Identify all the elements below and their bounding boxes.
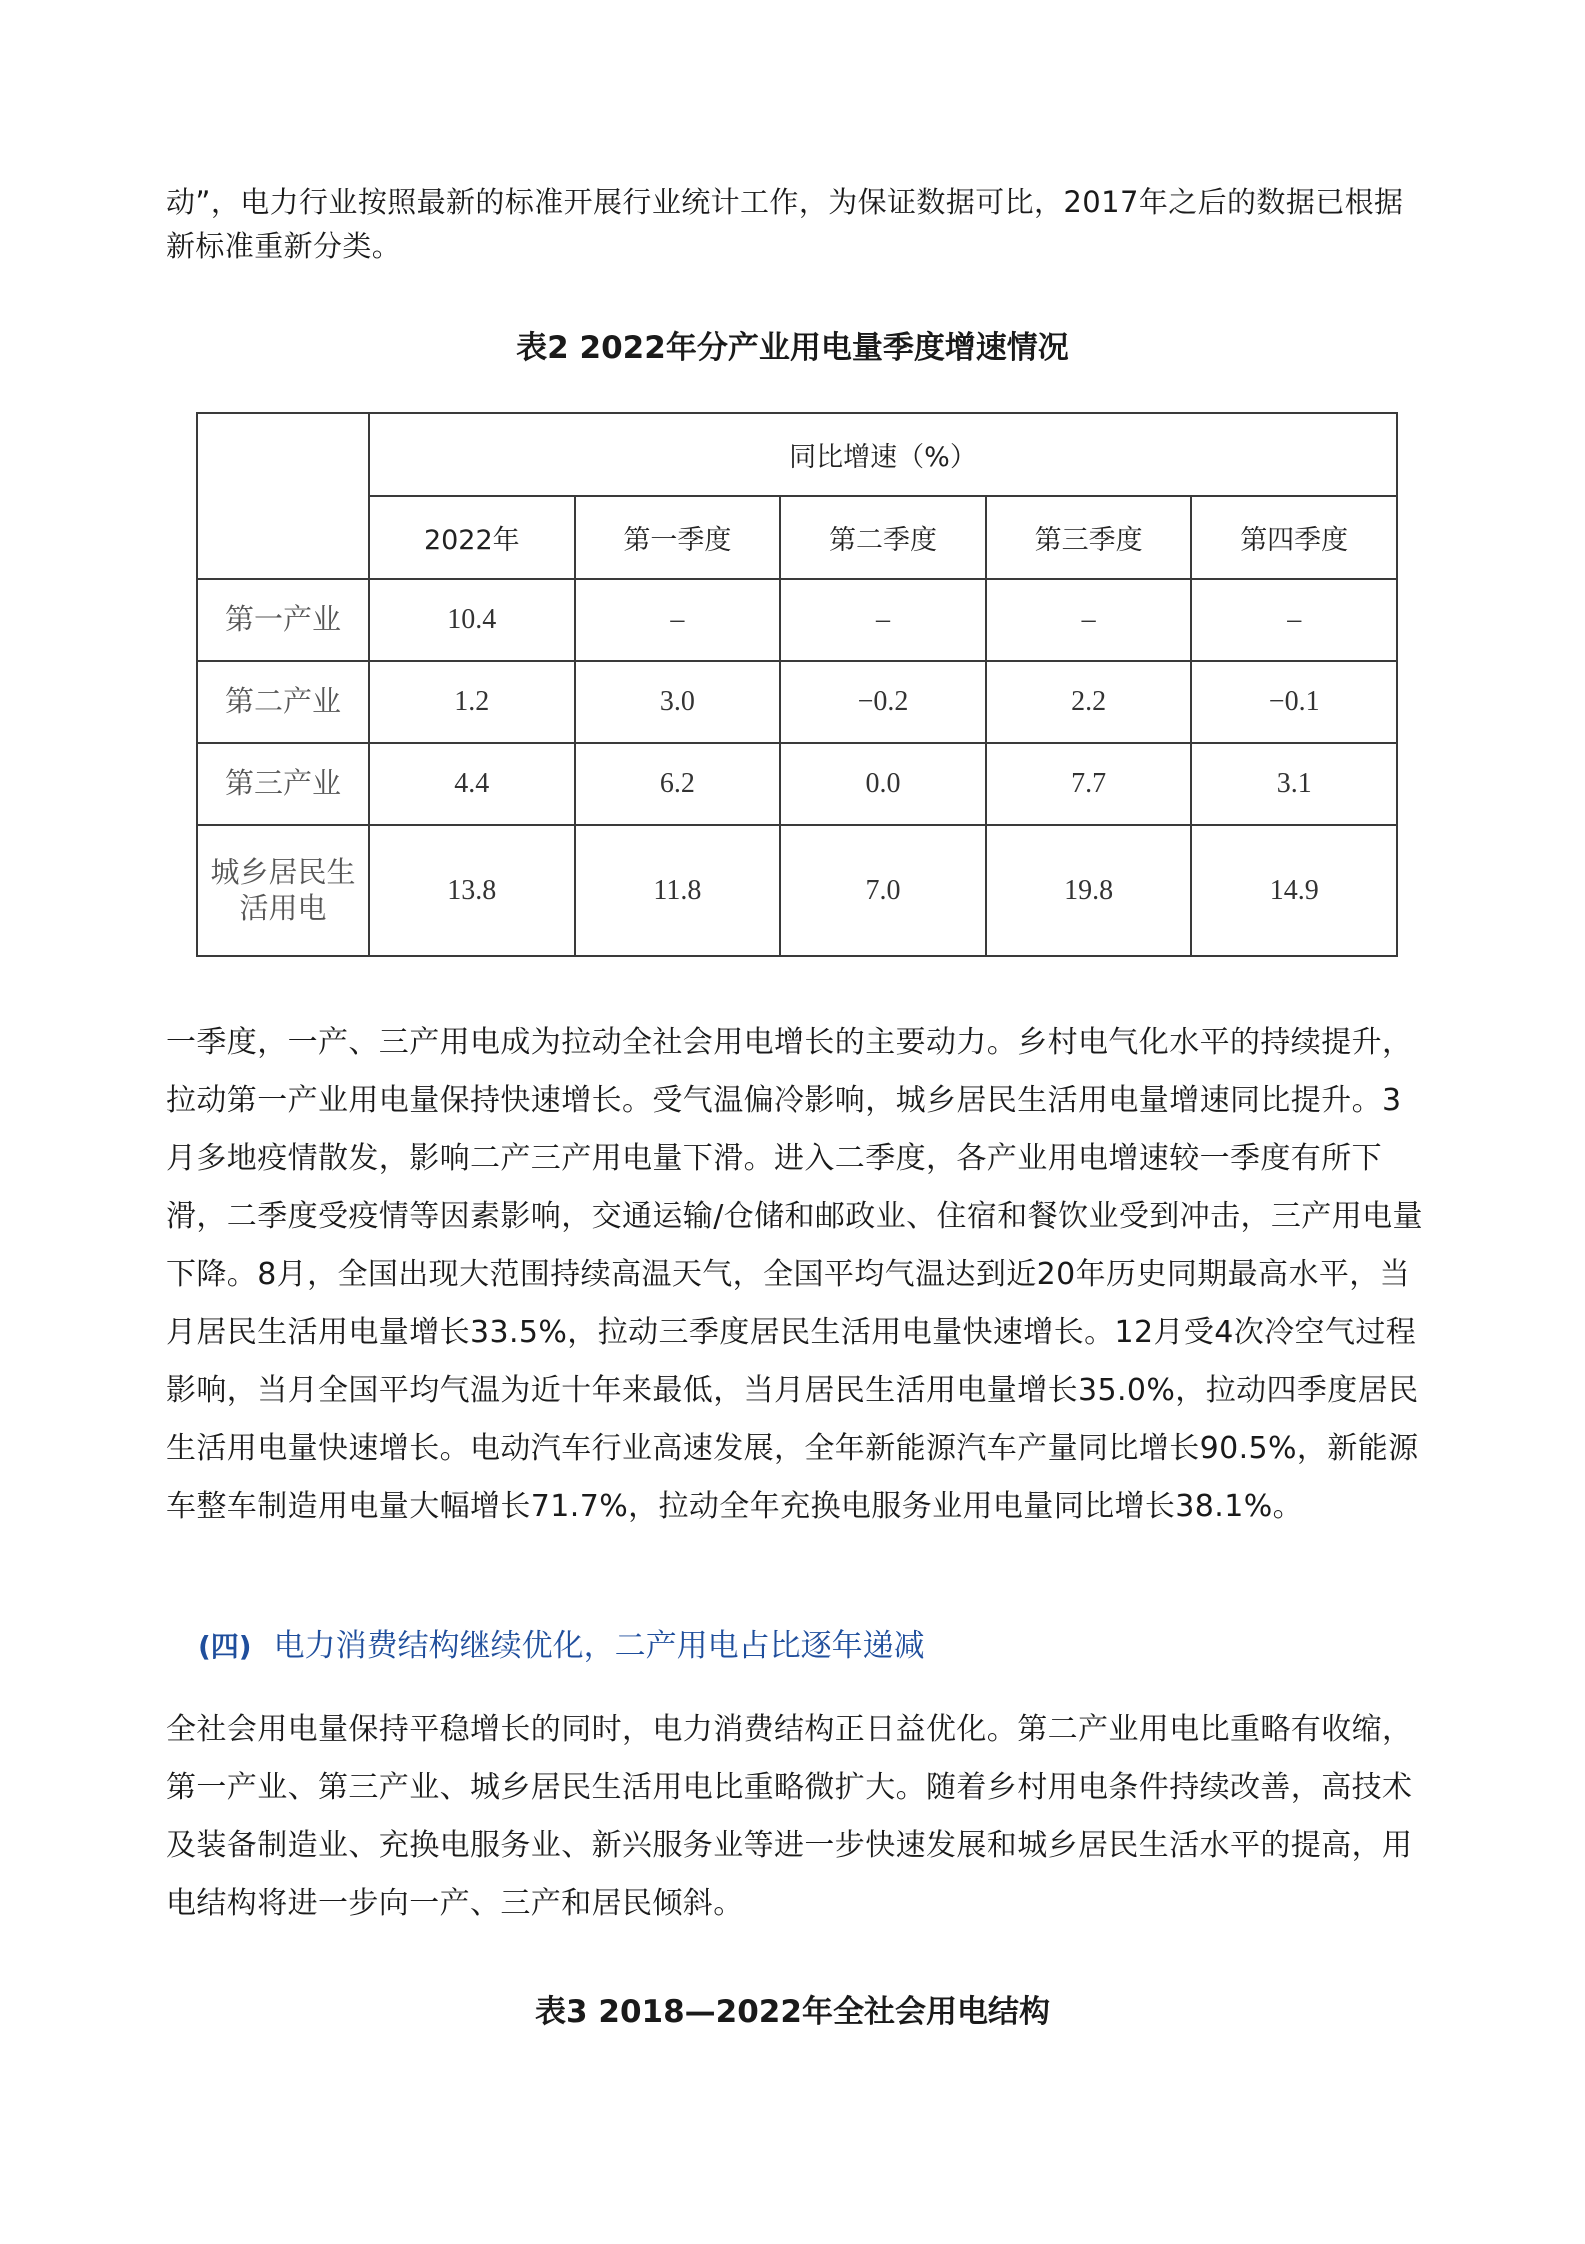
top-paragraph: 动”，电力行业按照最新的标准开展行业统计工作，为保证数据可比，2017年之后的数据已根据新标准重新分类。 xyxy=(166,185,1404,263)
table-cell: 7.0 xyxy=(780,825,986,956)
table-row xyxy=(197,743,1397,825)
table-cell: 1.2 xyxy=(369,661,575,743)
table2-col-header: 第一季度 xyxy=(575,496,781,579)
table-cell: 19.8 xyxy=(986,825,1192,956)
table2-col-header: 第二季度 xyxy=(780,496,986,579)
table-cell: – xyxy=(575,579,781,661)
table2-col-header: 2022年 xyxy=(369,496,575,579)
table-cell: 0.0 xyxy=(780,743,986,825)
section-title: 电力消费结构继续优化，二产用电占比逐年递减 xyxy=(273,1628,925,1664)
row-label: 城乡居民生活用电 xyxy=(197,825,369,956)
table-cell: – xyxy=(1191,579,1397,661)
row-label: 第三产业 xyxy=(197,743,369,825)
table-cell: 7.7 xyxy=(986,743,1192,825)
body-paragraph-quarterly: 一季度，一产、三产用电成为拉动全社会用电增长的主要动力。乡村电气化水平的持续提升，拉动第一产业用电量保持快速增长。受气温偏冷影响，城乡居民生活用电量增速同比提升。3月多地疫情散发，影响二产三产用电量下滑。进入二季度，各产业用电增速较一季度有所下滑，二季度受疫情等因素影响，交通运输/仓储和邮政业、住宿和餐饮业受到冲击，三产用电量下降。8月，全国出现大范围持续高温天气，全国平均气温达到近20年历史同期最高水平，当月居民生活用电量增长33.5%，拉动三季度居民生活用电量快速增长。12月受4次冷空气过程影响，当月全国平均气温为近十年来最低，当月居民生活用电量增长35.0%，拉动四季度居民生活用电量快速增长。电动汽车行业高速发展，全年新能源汽车产量同比增长90.5%，新能源车整车制造用电量大幅增长71.7%，拉动全年充换电服务业用电量同比增长38.1%。 xyxy=(166,1025,1423,1524)
body-paragraph-structure: 全社会用电量保持平稳增长的同时，电力消费结构正日益优化。第二产业用电比重略有收缩，第一产业、第三产业、城乡居民生活用电比重略微扩大。随着乡村用电条件持续改善，高技术及装备制造业、充换电服务业、新兴服务业等进一步快速发展和城乡居民生活水平的提高，用电结构将进一步向一产、三产和居民倾斜。 xyxy=(166,1712,1413,1921)
table-cell: 3.0 xyxy=(575,661,781,743)
row-label: 第一产业 xyxy=(197,579,369,661)
table-cell: 2.2 xyxy=(986,661,1192,743)
table-cell: 10.4 xyxy=(369,579,575,661)
table-cell: 14.9 xyxy=(1191,825,1397,956)
table-cell: −0.2 xyxy=(780,661,986,743)
table3-caption: 表3 2018—2022年全社会用电结构 xyxy=(535,1994,1050,2030)
table-cell: 6.2 xyxy=(575,743,781,825)
table-row xyxy=(197,825,1397,956)
table-cell: – xyxy=(986,579,1192,661)
table2-col-header: 第三季度 xyxy=(986,496,1192,579)
table-cell: 13.8 xyxy=(369,825,575,956)
table2-group-header: 同比增速（%） xyxy=(369,413,1397,496)
section-number: (四) xyxy=(198,1630,252,1663)
table-cell: – xyxy=(780,579,986,661)
table-cell: 3.1 xyxy=(1191,743,1397,825)
table-cell: 11.8 xyxy=(575,825,781,956)
table-row xyxy=(197,661,1397,743)
table2-caption: 表2 2022年分产业用电量季度增速情况 xyxy=(516,330,1069,366)
section-heading xyxy=(198,1620,925,1665)
table2-quarterly-growth xyxy=(196,412,1398,957)
table-row xyxy=(197,579,1397,661)
row-label: 第二产业 xyxy=(197,661,369,743)
table-cell: −0.1 xyxy=(1191,661,1397,743)
table2-corner-cell xyxy=(197,413,369,579)
table-cell: 4.4 xyxy=(369,743,575,825)
table2-col-header: 第四季度 xyxy=(1191,496,1397,579)
